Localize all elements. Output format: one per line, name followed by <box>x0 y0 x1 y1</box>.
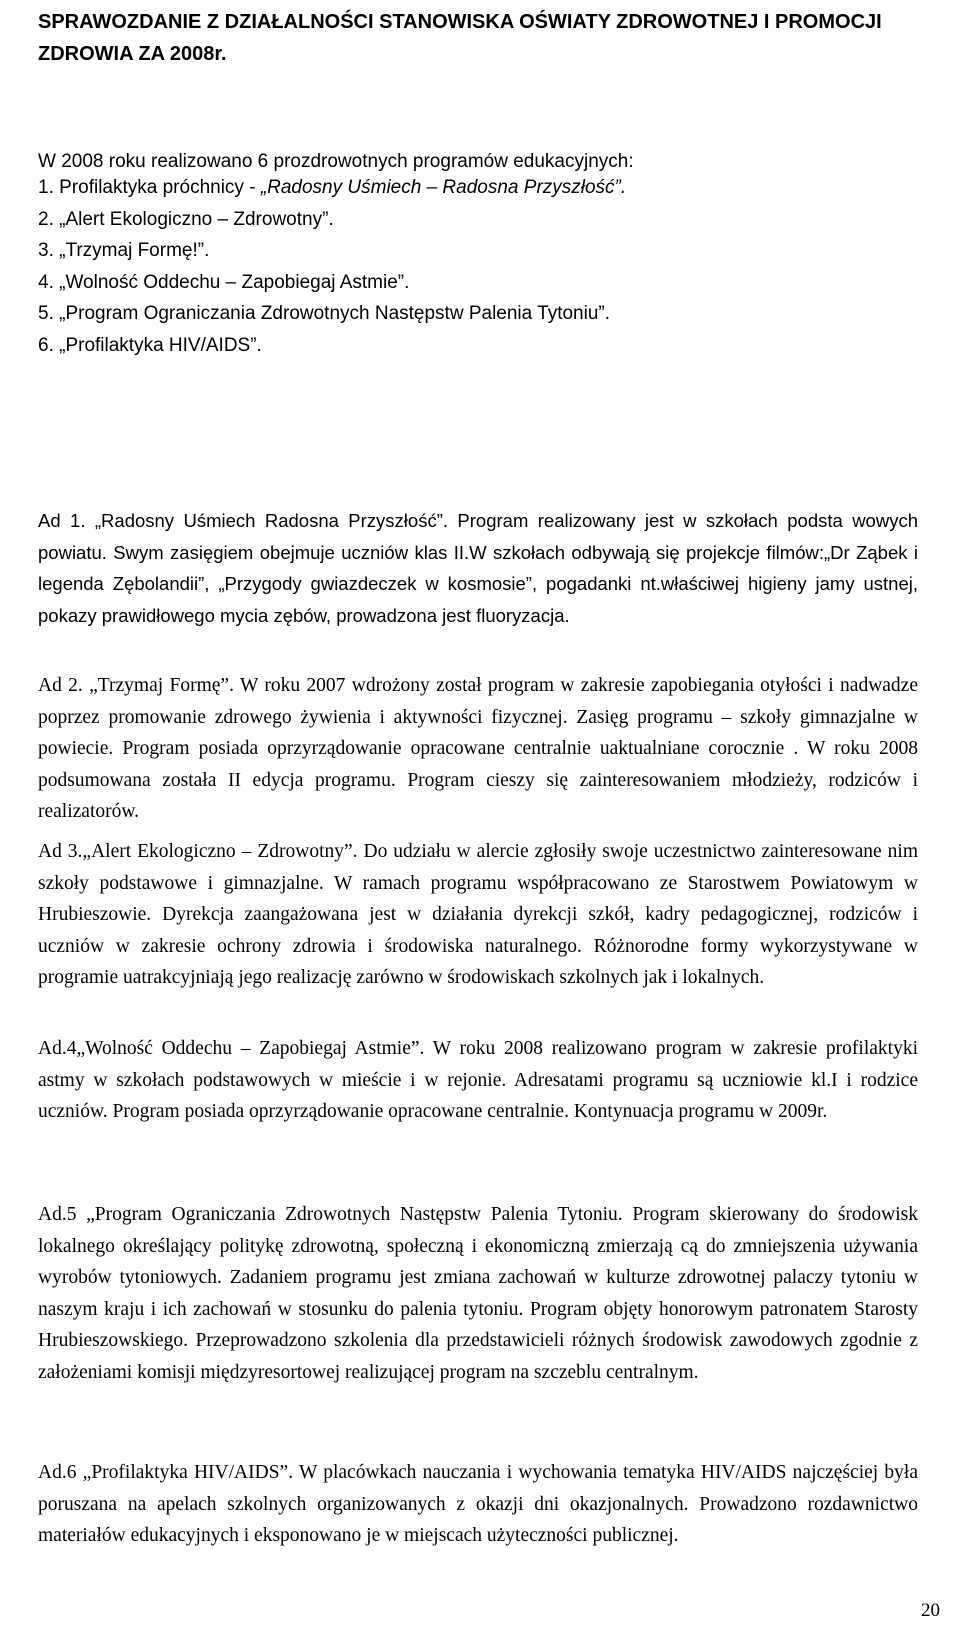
paragraph-ad3: Ad 3.„Alert Ekologiczno – Zdrowotny”. Do udziału w alercie zgłosiły swoje uczestnictwo zainteresowane nim szkoły podstawowe i gimnazjalne. W ramach programu współpracowano ze Starostwem Powiatowym w Hrubieszowie. Dyrekcja zaangażowana jest w działania dyrekcji szkół, kadry pedagogicznej, rodziców i uczniów w zakresie ochrony zdrowia i środowiska naturalnego. Różnorodne formy wykorzystywane w programie uatrakcyjniają jego realizację zarówno w środowiskach szkolnych jak i lokalnych. <box>38 841 918 988</box>
list-item <box>38 267 918 299</box>
list-item <box>38 204 918 236</box>
list-item-name: „Trzymaj Formę!”. <box>59 240 210 261</box>
paragraph-ad1: Ad 1. „Radosny Uśmiech Radosna Przyszłość”. Program realizowany jest w szkołach podsta wowych powiatu. Swym zasięgiem obejmuje uczniów klas II.W szkołach odbywają się projekcje filmów:„Dr Ząbek i legenda Zębolandii”, „Przygody gwiazdeczek w kosmosie”, pogadanki nt.właściwej higieny jamy ustnej, pokazy prawidłowego mycia zębów, prowadzona jest fluoryzacja. <box>38 510 918 626</box>
paragraph-ad5: Ad.5 „Program Ograniczania Zdrowotnych Następstw Palenia Tytoniu. Program skierowany do środowisk lokalnego określający politykę zdrowotną, społeczną i ekonomiczną zmierzają cą do zmniejszenia używania wyrobów tytoniowych. Zadaniem programu jest zmiana zachowań w kulturze zdrowotnej palaczy tytoniu w naszym kraju i ich zachowań w stosunku do palenia tytoniu. Program objęty honorowym patronatem Starosty Hrubieszowskiego. Przeprowadzono szkolenia dla przedstawicieli różnych środowisk zawodowych zgodnie z założeniami komisji międzyresortowej realizującej program na szczeblu centralnym. <box>38 1204 918 1383</box>
list-item-name: „Alert Ekologiczno – Zdrowotny”. <box>59 208 334 230</box>
list-item-number: 3. <box>38 240 60 261</box>
list-item-number: 4. <box>38 271 60 293</box>
paragraph-ad2: Ad 2. „Trzymaj Formę”. W roku 2007 wdrożony został program w zakresie zapobiegania otyłości i nadwadze poprzez promowanie zdrowego żywienia i aktywności fizycznej. Zasięg programu – szkoły gimnazjalne w powiecie. Program posiada oprzyrządowanie opracowane centralnie uaktualniane corocznie . W roku 2008 podsumowana została II edycja programu. Program cieszy się zainteresowaniem młodzieży, rodziców i realizatorów. <box>38 675 918 822</box>
list-item <box>38 172 918 204</box>
document-title: SPRAWOZDANIE Z DZIAŁALNOŚCI STANOWISKA OŚWIATY ZDROWOTNEJ I PROMOCJI ZDROWIA ZA 2008r. <box>38 11 882 65</box>
list-item-number: 1. Profilaktyka próchnicy - <box>38 177 261 198</box>
list-item <box>38 235 918 267</box>
intro-text: W 2008 roku realizowano 6 prozdrowotnych programów edukacyjnych: <box>38 151 634 172</box>
paragraph-ad4: Ad.4„Wolność Oddechu – Zapobiegaj Astmie”. W roku 2008 realizowano program w zakresie profilaktyki astmy w szkołach podstawowych w mieście i w rejonie. Adresatami programu są uczniowie kl.I i rodzice uczniów. Program posiada oprzyrządowanie opracowane centralnie. Kontynuacja programu w 2009r. <box>38 1038 918 1122</box>
list-item-number: 5. <box>38 303 60 324</box>
paragraph-ad6: Ad.6 „Profilaktyka HIV/AIDS”. W placówkach nauczania i wychowania tematyka HIV/AIDS najczęściej była poruszana na apelach szkolnych organizowanych z okazji dni okazjonalnych. Prowadzono rozdawnictwo materiałów edukacyjnych i eksponowano je w miejscach użyteczności publicznej. <box>38 1462 918 1546</box>
page-number: 20 <box>921 1600 940 1621</box>
program-list <box>38 172 918 361</box>
list-item-name: „Radosny Uśmiech – Radosna Przyszłość”. <box>260 177 627 198</box>
list-item <box>38 330 918 362</box>
list-item-name: „Wolność Oddechu – Zapobiegaj Astmie”. <box>59 271 410 293</box>
list-item-number: 2. <box>38 208 60 230</box>
list-item-name: „Program Ograniczania Zdrowotnych Następstw Palenia Tytoniu”. <box>59 303 611 324</box>
list-item-name: „Profilaktyka HIV/AIDS”. <box>59 334 262 356</box>
list-item-number: 6. <box>38 334 60 356</box>
list-item <box>38 298 918 330</box>
